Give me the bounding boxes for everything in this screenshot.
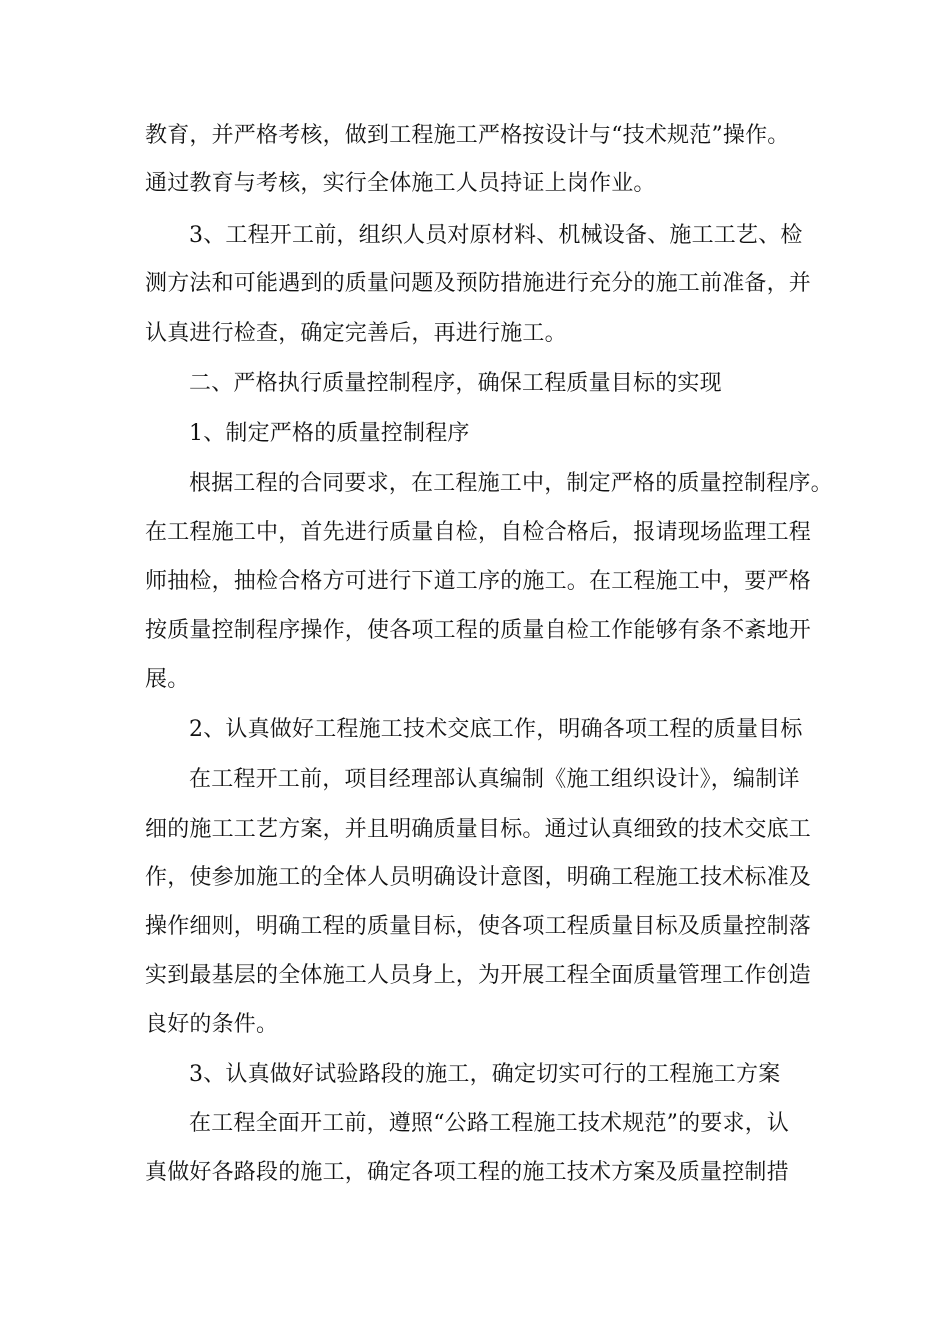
text-line: 认真进行检查，确定完善后，再进行施工。 [145,321,567,346]
text-line: 根据工程的合同要求，在工程施工中，制定严格的质量控制程序。 [189,471,833,496]
text-line: 操作细则，明确工程的质量目标，使各项工程质量目标及质量控制落 [145,914,812,939]
subsection-heading: 2、认真做好工程施工技术交底工作，明确各项工程的质量目标 [189,717,803,742]
text-line: 在工程全面开工前，遵照“公路工程施工技术规范”的要求，认 [189,1111,790,1136]
text-line: 按质量控制程序操作，使各项工程的质量自检工作能够有条不紊地开 [145,618,812,643]
text-line: 细的施工工艺方案，并且明确质量目标。通过认真细致的技术交底工 [145,817,812,842]
text-line: 教育，并严格考核，做到工程施工严格按设计与“技术规范”操作。 [145,123,790,148]
text-line: 实到最基层的全体施工人员身上，为开展工程全面质量管理工作创造 [145,963,812,988]
text-line: 师抽检，抽检合格方可进行下道工序的施工。在工程施工中，要严格 [145,569,812,594]
subsection-heading: 3、认真做好试验路段的施工，确定切实可行的工程施工方案 [189,1062,781,1087]
text-line: 通过教育与考核，实行全体施工人员持证上岗作业。 [145,171,656,196]
text-line: 在工程施工中，首先进行质量自检，自检合格后，报请现场监理工程 [145,520,812,545]
subsection-heading: 1、制定严格的质量控制程序 [189,421,470,446]
section-heading: 二、严格执行质量控制程序，确保工程质量目标的实现 [189,371,722,396]
text-line: 测方法和可能遇到的质量问题及预防措施进行充分的施工前准备，并 [145,271,812,296]
text-line: 在工程开工前，项目经理部认真编制《施工组织设计》，编制详 [189,767,800,792]
text-line: 作，使参加施工的全体人员明确设计意图，明确工程施工技术标准及 [145,865,812,890]
text-line: 展。 [145,667,190,692]
text-line: 真做好各路段的施工，确定各项工程的施工技术方案及质量控制措 [145,1160,789,1185]
text-line: 良好的条件。 [145,1012,279,1037]
text-line: 3、工程开工前，组织人员对原材料、机械设备、施工工艺、检 [189,223,803,248]
